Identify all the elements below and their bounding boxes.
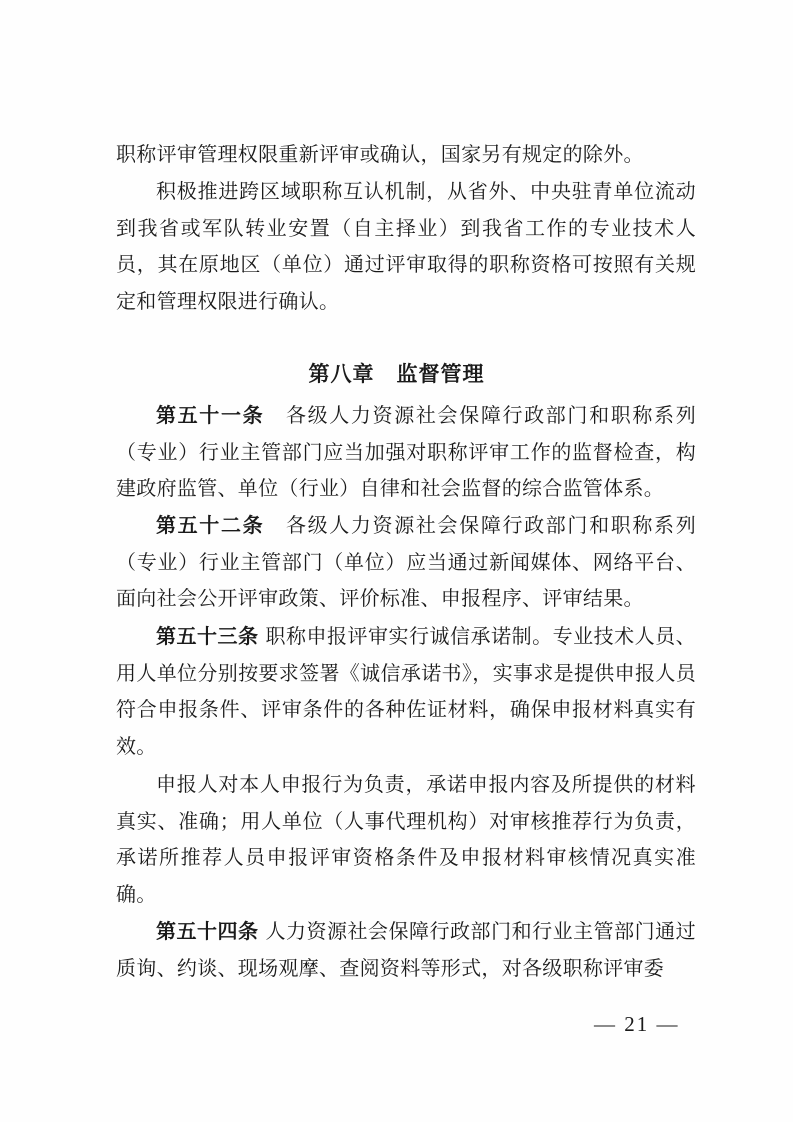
article-label: 第五十二条 bbox=[156, 513, 265, 537]
chapter-heading bbox=[0, 358, 793, 388]
article-label: 第五十一条 bbox=[156, 403, 265, 427]
article-label: 第五十四条 bbox=[156, 919, 259, 943]
article-51 bbox=[116, 397, 696, 507]
article-text: 各级人力资源社会保障行政部门和职称系列（专业）行业主管部门（单位）应当通过新闻媒体、网络平台、面向社会公开评审政策、评价标准、申报程序、评审结果。 bbox=[116, 513, 697, 610]
paragraph-mutual-recognition: 积极推进跨区域职称互认机制，从省外、中央驻青单位流动到我省或军队转业安置（自主择业）到我省工作的专业技术人员，其在原地区（单位）通过评审取得的职称资格可按照有关规定和管理权限进行确认。 bbox=[116, 179, 696, 313]
article-label: 第五十三条 bbox=[156, 624, 259, 648]
article-53 bbox=[116, 618, 696, 764]
paragraph-continuation: 职称评审管理权限重新评审或确认，国家另有规定的除外。 bbox=[116, 142, 644, 166]
article-text: 各级人力资源社会保障行政部门和职称系列（专业）行业主管部门应当加强对职称评审工作的监督检查，构建政府监管、单位（行业）自律和社会监督的综合监管体系。 bbox=[116, 403, 697, 500]
article-text: 人力资源社会保障行政部门和行业主管部门通过质询、约谈、现场观摩、查阅资料等形式，对各级职称评审委 bbox=[116, 919, 696, 980]
chapter-number: 第八章 bbox=[308, 362, 375, 386]
paragraph-commitment: 申报人对本人申报行为负责，承诺申报内容及所提供的材料真实、准确；用人单位（人事代理机构）对审核推荐行为负责，承诺所推荐人员申报评审资格条件及申报材料审核情况真实准确。 bbox=[116, 772, 696, 906]
article-52 bbox=[116, 507, 696, 617]
page-number: — 21 — bbox=[594, 1012, 680, 1036]
article-54 bbox=[116, 913, 696, 986]
chapter-title: 监督管理 bbox=[396, 362, 485, 386]
article-text: 职称申报评审实行诚信承诺制。专业技术人员、用人单位分别按要求签署《诚信承诺书》，实事求是提供申报人员符合申报条件、评审条件的各种佐证材料，确保申报材料真实有效。 bbox=[116, 624, 696, 758]
